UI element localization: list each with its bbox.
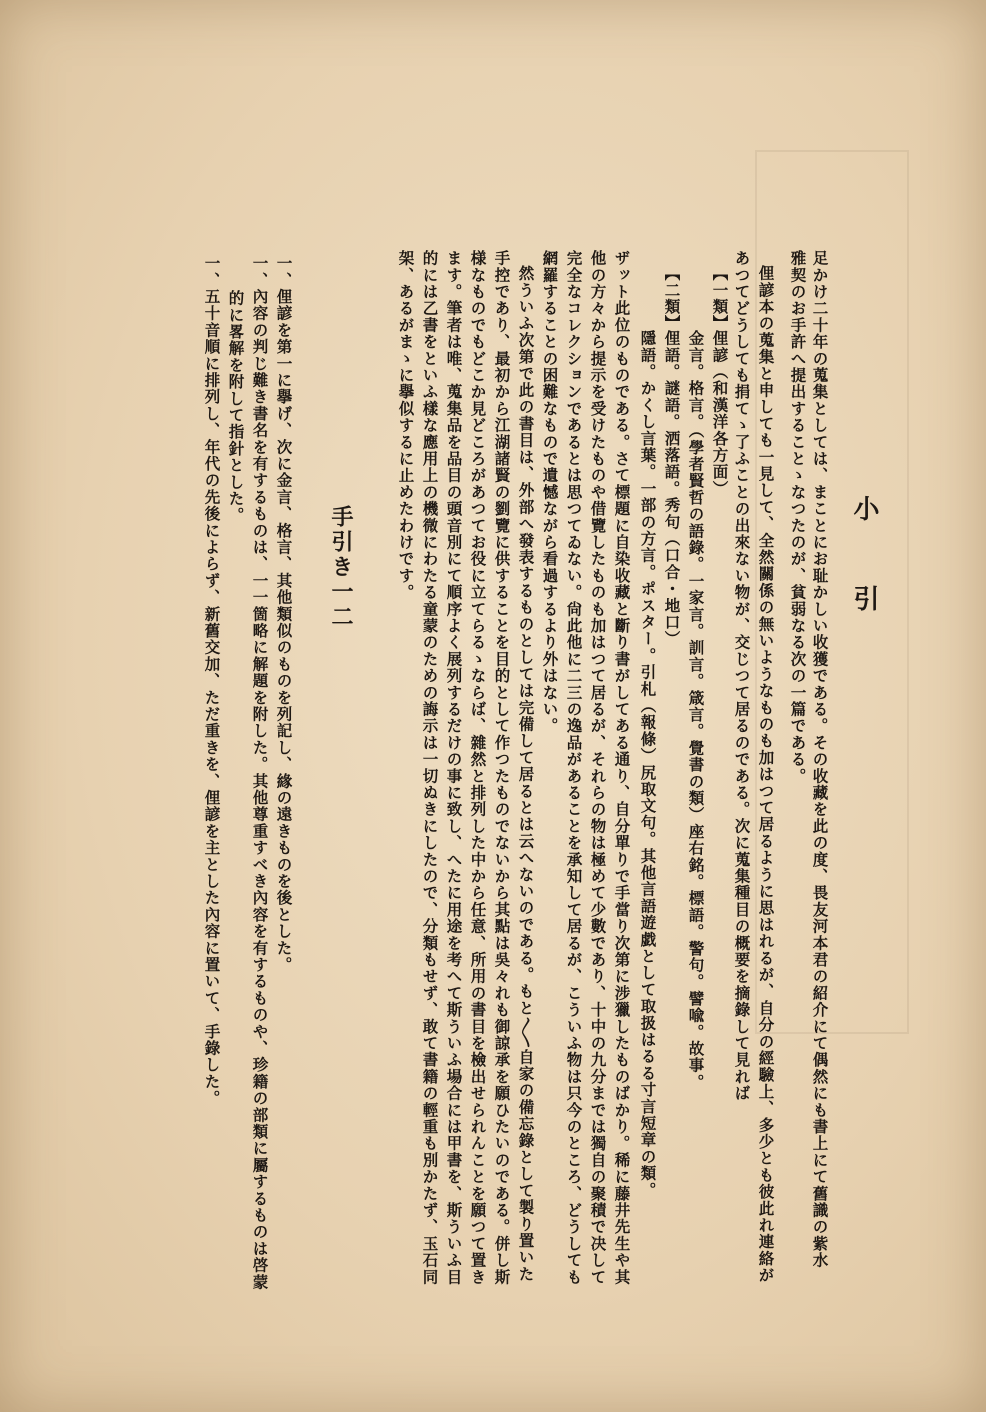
category-1-line: 金言。格言。（學者賢哲の語錄。一家言。訓言。箴言。覺書の類）座右銘。標語。警句。譬喩。故事。 [686,330,706,1091]
category-1-label: 【一類】 [710,265,730,332]
category-2-line: 隱語。かくし言葉。一部の方言。ポスター。引札（報條）尻取文句。其他言語遊戯として取扱はるる寸言短章の類。 [638,330,658,1199]
intro-line: あつてどうしても捐てゝ了ふことの出來ない物が、交じつて居るのである。次に蒐集種目の概要を摘錄して見れば [732,250,752,1102]
intro-line: 足かけ二十年の蒐集としては、まことにお耻かしい收獲である。その收藏を此の度、畏友河本君の紹介にて偶然にも書上にて舊識の紫水 [810,250,830,1269]
guide-line: 的に畧解を附して指針とした。 [226,290,246,524]
body-line: 的には乙書をといふ樣な應用上の機微にわたる童蒙のための誨示は一切ぬきにしたので、分類もせず、敢て書籍の輕重も別かたず、玉石同 [420,250,440,1286]
guide-heading: 手引き一二 [328,505,354,630]
body-line: 完全なコレクションであるとは思つてゐない。尙此他に二三の逸品があることを承知して居るが、こういふ物は只今のところ、どうしても [564,250,584,1286]
body-line: ザット此位のものである。さて標題に自染收藏と斷り書がしてある通り、自分單りで手當り次第に涉獵したものばかり。稀に藤井先生や其 [612,250,632,1286]
page-title: 小引 [849,495,879,675]
body-line: 他の方々から提示を受けたものや借覽したものも加はつて居るが、それらの物は極めて少數であり、十中の九分までは獨自の聚積で决して [588,250,608,1286]
body-line: 様なものでもどこか見どころがあつてお役に立てらるゝならば、雜然と排列した中から任意、所用の書目を檢出せられんことを願つて置き [468,250,488,1286]
guide-line: 一、俚諺を第一に擧げ、次に金言、格言、其他類似のものを列記し、緣の遠きものを後とした。 [274,255,294,974]
guide-line: 一、內容の判じ難き書名を有するものは、一一箇略に解題を附した。其他尊重すべき內容を有するものや、珍籍の部類に屬するものは啓蒙 [250,255,270,1291]
guide-line: 一、五十音順に排列し、年代の先後によらず、新舊交加、ただ重きを、俚諺を主とした內容に置いて、手錄した。 [202,255,222,1107]
body-line: 然ういふ次第で此の書目は、外部へ發表するものとしては完備して居るとは云へないのである。もと〳〵自家の備忘錄として製り置いた [516,265,536,1283]
intro-line: 俚諺本の蒐集と申しても一見して、全然關係の無いようなものも加はつて居るように思はれるが、自分の經驗上、多少とも彼此れ連絡が [756,265,776,1284]
category-1-line: 俚諺（和漢洋各方面） [710,330,730,497]
body-line: 網羅することの困難なもので遺憾ながら看過するより外はない。 [540,250,560,735]
intro-line: 雅契のお手許へ提出することゝなつたのが、貧弱なる次の一篇である。 [788,250,808,785]
category-1-line: 俚語。謎語。洒落語。秀句（口合・地口） [662,330,682,648]
category-2-label: 【二類】 [662,265,682,332]
faded-stamp-mark [755,150,909,1034]
body-line: ます。筆者は唯、蒐集品を品目の頭音別にて順序よく展列するだけの事に致し、へたに用途を考へて斯ういふ場合には甲書を、斯ういふ目 [444,250,464,1286]
body-line: 手控であり、最初から江湖諸賢の劉覽に供することを目的として作つたものでないから其點は吳々れも御諒承を願ひたいのである。併し斯 [492,250,512,1286]
body-line: 架、あるがまゝに擧似するに止めたわけです。 [396,250,416,601]
